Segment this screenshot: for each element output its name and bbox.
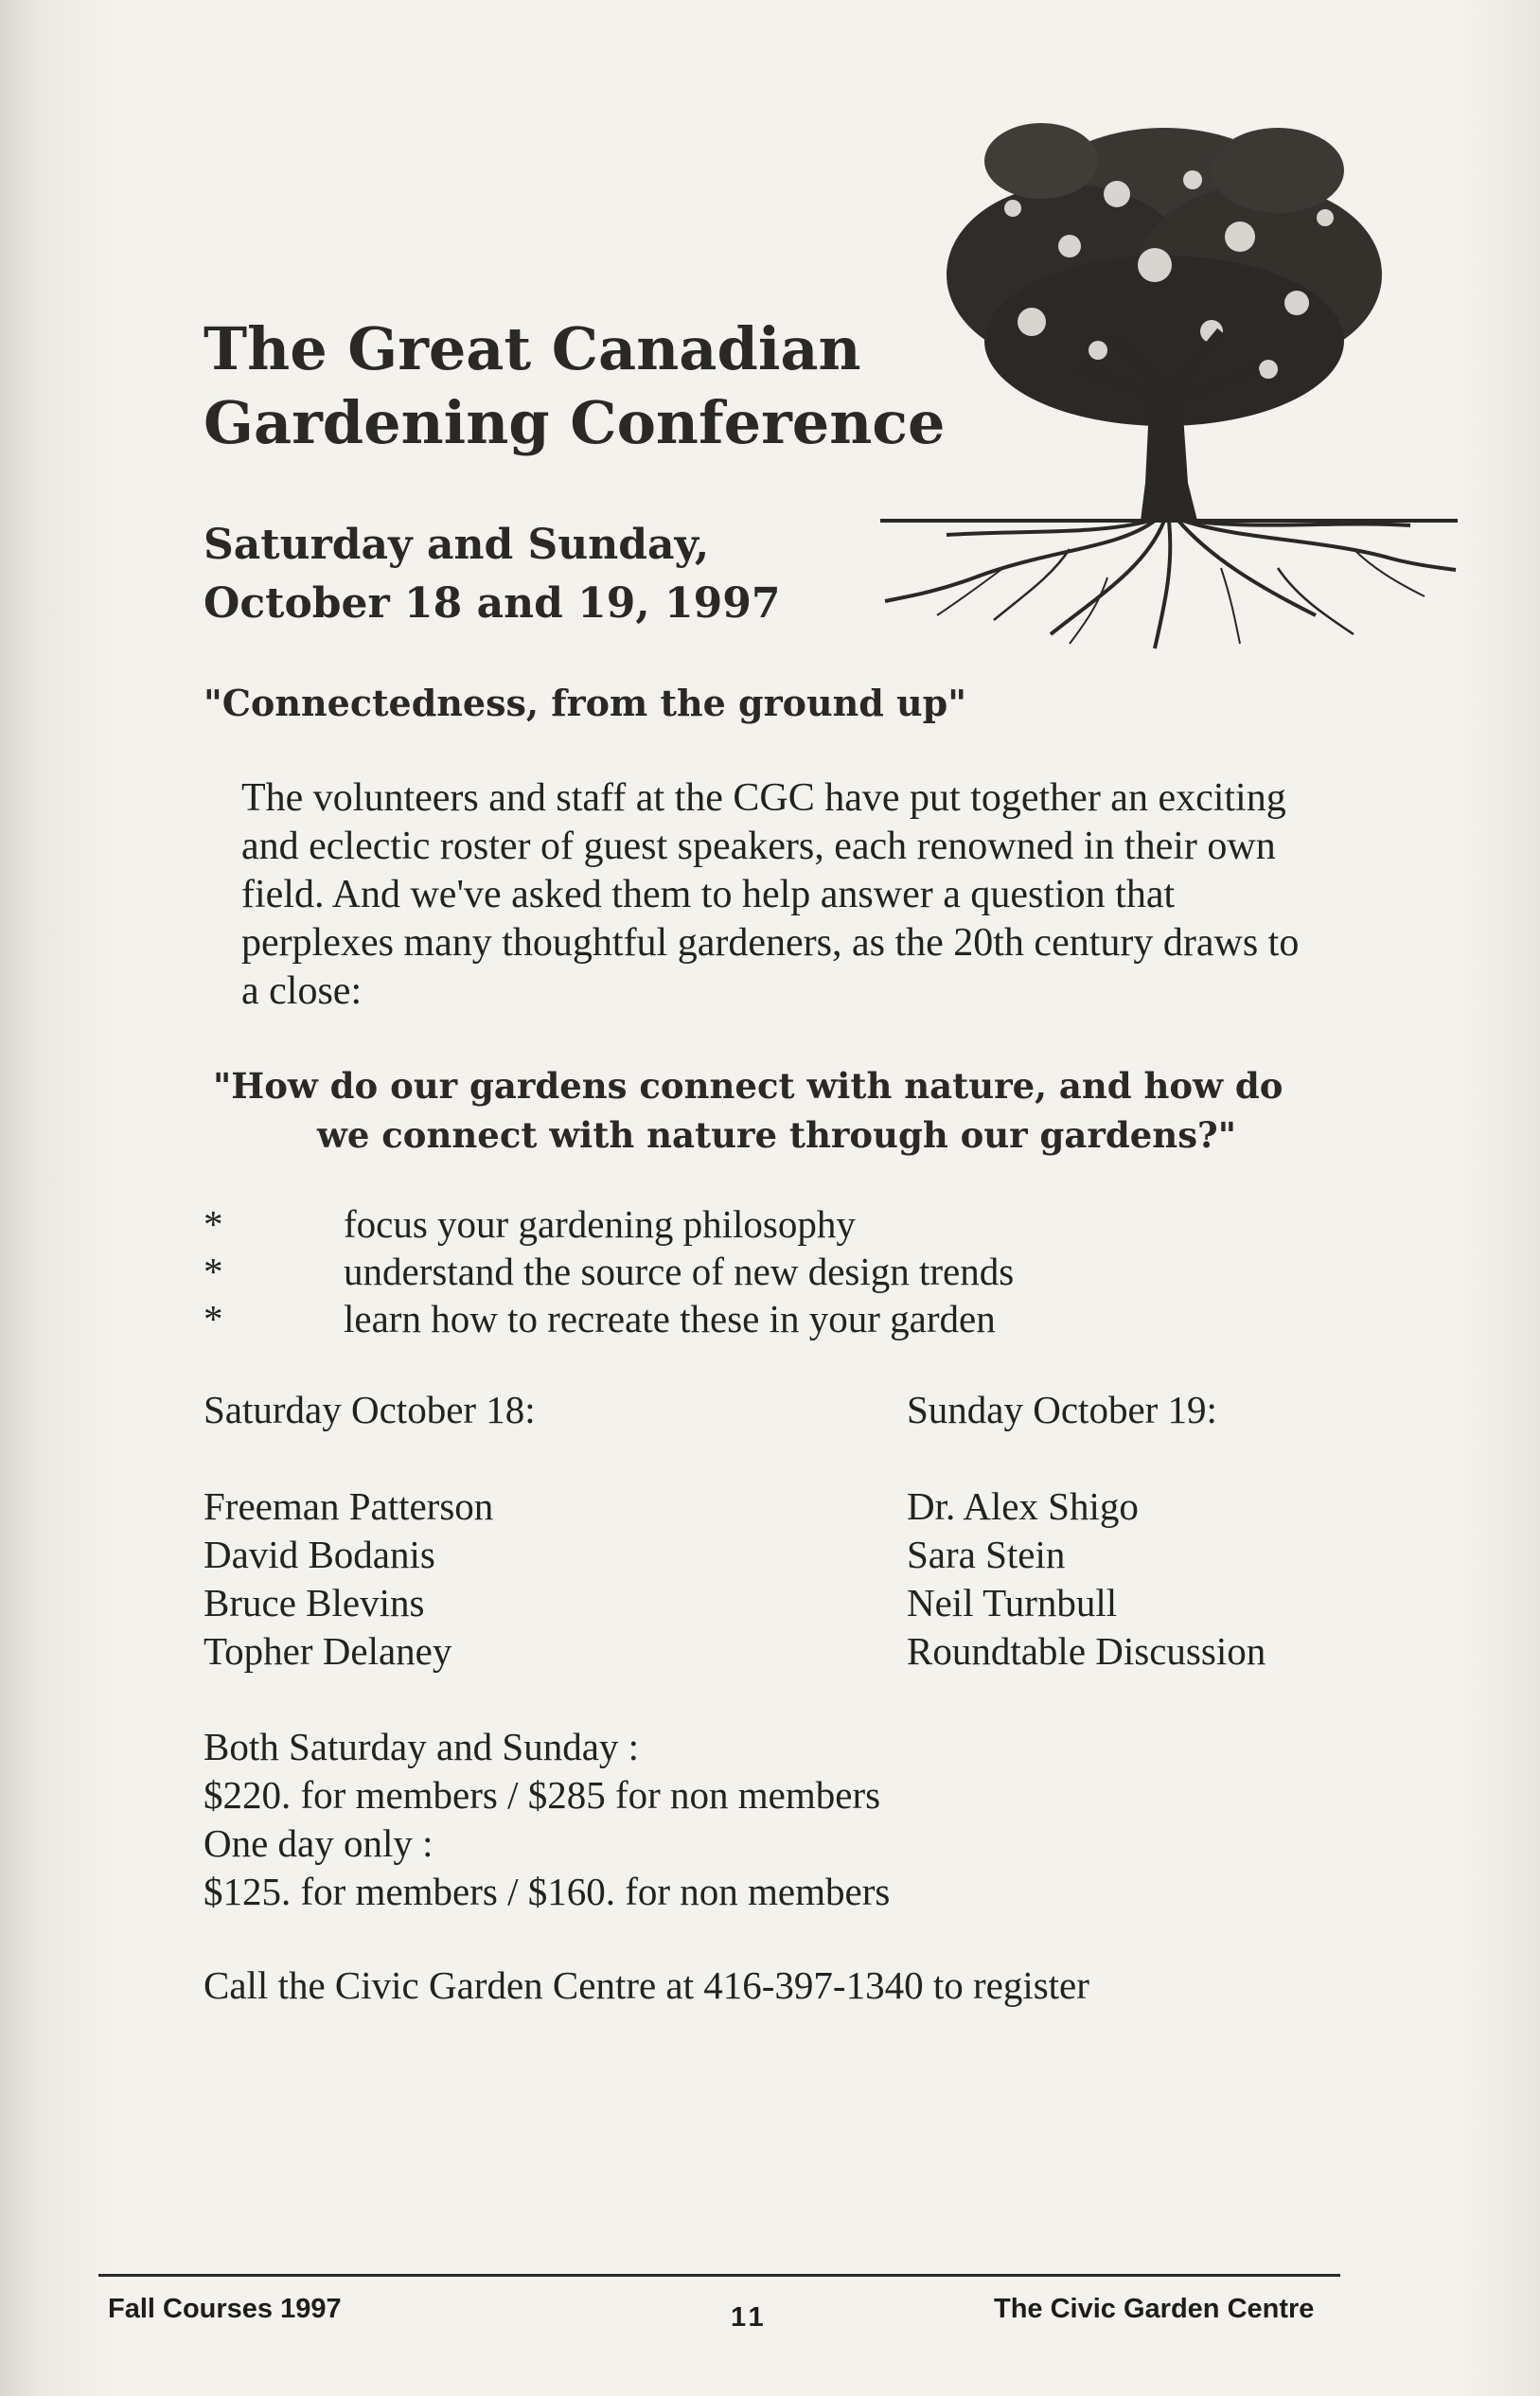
speaker-name: Neil Turnbull [907, 1581, 1118, 1624]
conference-dates [204, 516, 781, 633]
bullet-list [204, 1200, 1014, 1342]
bullet-text: focus your gardening philosophy [344, 1202, 856, 1246]
speaker-name: Topher Delaney [204, 1629, 452, 1673]
saturday-heading: Saturday October 18: [204, 1388, 536, 1431]
footer-divider [98, 2274, 1340, 2277]
intro-line: field. And we've asked them to help answer a question that [241, 873, 1176, 916]
list-item [204, 1200, 1014, 1248]
question-line-2: we connect with nature through our gardens?" [317, 1114, 1236, 1156]
footer-organization: The Civic Garden Centre [994, 2294, 1315, 2324]
intro-paragraph [241, 774, 1472, 1016]
list-item [204, 1248, 1014, 1295]
registration-info: Call the Civic Garden Centre at 416-397-1340 to register [204, 1963, 1089, 2007]
pricing-both-price: $220. for members / $285 for non members [204, 1773, 881, 1817]
speaker-name: Dr. Alex Shigo [907, 1484, 1139, 1528]
saturday-schedule [204, 1386, 536, 1676]
conference-title [204, 312, 946, 460]
title-line-1: The Great Canadian [204, 314, 861, 383]
list-item [204, 1295, 1014, 1342]
bullet-text: learn how to recreate these in your garden [344, 1297, 996, 1340]
bullet-marker: * [204, 1297, 223, 1340]
speaker-name: Roundtable Discussion [907, 1629, 1266, 1673]
speaker-name: David Bodanis [204, 1533, 435, 1576]
pricing-block [204, 1723, 890, 1916]
intro-line: a close: [241, 969, 363, 1013]
dates-line-1: Saturday and Sunday, [204, 521, 710, 569]
intro-line: and eclectic roster of guest speakers, each renowned in their own [241, 825, 1276, 868]
bullet-marker: * [204, 1250, 223, 1293]
page-number: 11 [731, 2302, 768, 2333]
speaker-name: Bruce Blevins [204, 1581, 425, 1624]
pricing-one-label: One day only : [204, 1821, 434, 1865]
key-question [213, 1061, 1472, 1160]
sunday-heading: Sunday October 19: [907, 1388, 1217, 1431]
sunday-schedule [907, 1386, 1266, 1676]
bullet-marker: * [204, 1202, 223, 1246]
dates-line-2: October 18 and 19, 1997 [204, 579, 781, 628]
bullet-text: understand the source of new design trends [344, 1250, 1015, 1293]
pricing-one-price: $125. for members / $160. for non members [204, 1870, 891, 1913]
pricing-both-label: Both Saturday and Sunday : [204, 1725, 640, 1768]
intro-line: perplexes many thoughtful gardeners, as the 20th century draws to [241, 921, 1300, 965]
conference-theme: "Connectedness, from the ground up" [204, 682, 967, 724]
question-line-1: "How do our gardens connect with nature, and how do [213, 1065, 1283, 1107]
footer-publication: Fall Courses 1997 [108, 2294, 342, 2324]
speaker-name: Sara Stein [907, 1533, 1066, 1576]
tree-roots-illustration-icon [880, 104, 1458, 653]
speaker-name: Freeman Patterson [204, 1484, 494, 1528]
intro-line: The volunteers and staff at the CGC have put together an exciting [241, 776, 1286, 820]
title-line-2: Gardening Conference [204, 388, 946, 457]
